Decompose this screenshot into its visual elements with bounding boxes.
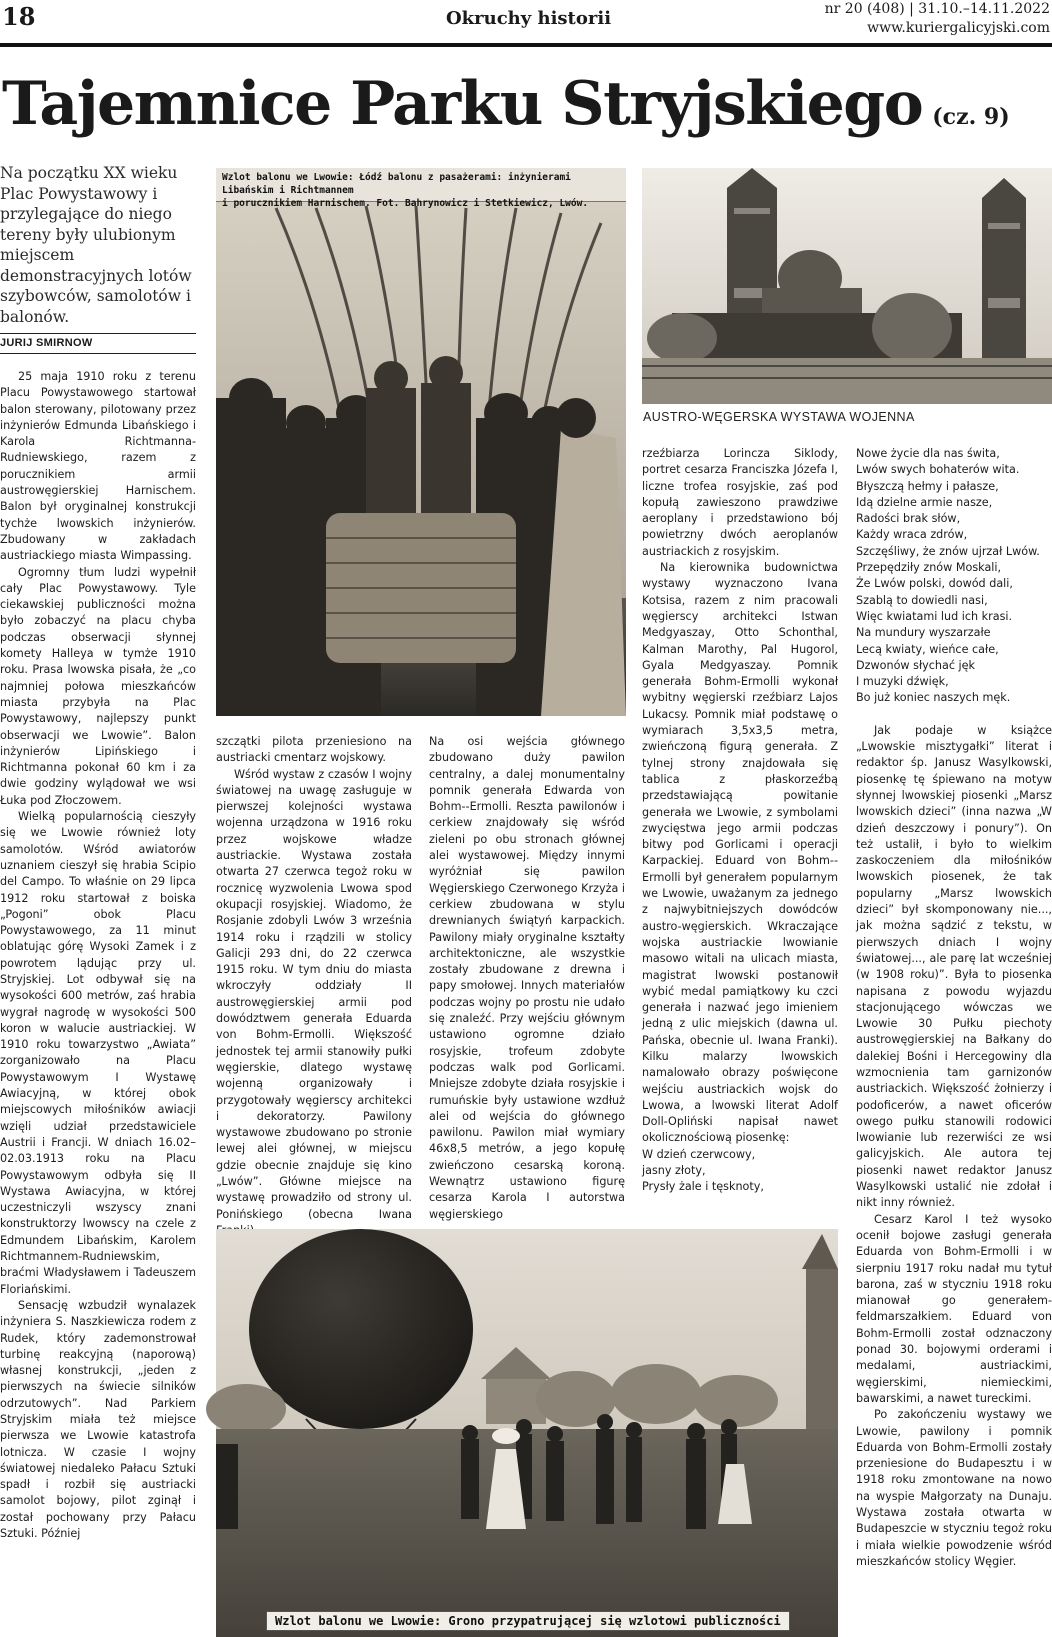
photo-caption-inset: [216, 168, 626, 209]
verse-line: Przepędziły znów Moskali,: [856, 561, 1002, 575]
text-column-2: [216, 734, 412, 1220]
page-header: [0, 0, 1052, 48]
verse-spacer: [856, 707, 1052, 723]
issue-number: nr 20 (408) | 31.10.–14.11.2022: [824, 1, 1050, 17]
header-rule: [0, 43, 1052, 47]
website-link[interactable]: www.kuriergalicyjski.com: [867, 20, 1050, 36]
paragraph: Na osi wejścia głównego zbudowano duży pawilon centralny, a dalej monumentalny pomnik generała Edwarda von Bohm--Ermolli. Reszta pawilonów i cerkiew znajdowały się wśród zieleni po obu stronach głównej alei wystawowej. Między innymi wyróżniał się pawilon Węgierskiego Czerwonego Krzyża i cerkiew zbudowana w stylu drewnianych świątyń karpackich. Pawilony miały oryginalne kształty architektoniczne, ale wszystkie zostały zbudowane z drewna i papy smołowej. Innych materiałów podczas wojny po prostu nie udało się znaleźć. Przy wejściu głównym ustawiono ogromne działo rosyjskie, trofeum zdobyte podczas walk pod Gorlicami. Mniejsze zdobyte działa rosyjskie i rumuńskie były ustawione wzdłuż alei od wejścia do głównego pawilonu. Pawilon miał wymiary 46x8,5 metrów, a jego kopułę zwieńczono cesarską koroną. Wewnątrz ustawiono figurę cesarza Karola I autorstwa węgierskiego: [429, 735, 625, 1221]
verse-line: Idą dzielne armie nasze,: [856, 495, 993, 509]
paragraph: Na kierownika budownictwa wystawy wyznaczono Ivana Kotsisa, razem z nim pracowali węgierscy architekci Istwan Medgyaszay, Otto Schonthal, Kalman Marothy, Pal Hugorol, Gyala Medgyaszay. Pomnik generała Bohm-Ermolli wykonał wybitny węgierski rzeźbiarz Lajos Lukacsy. Pomnik miał podstawę o wymiarach 3,5x3,5 metra, zwieńczoną figurą generała. Z tylnej strony znajdowała się tablica z płaskorzeźbą przedstawiającą powitanie generała we Lwowie, z symbolami zwycięstwa jego armii podczas bitwy pod Gorlicami i operacji Karpackiej. Eduard von Bohm--Ermolli był generałem popularnym we Lwowie, uważanym za jednego z najwybitniejszych dowódców austro-węgierskich. Wkraczające wojska austriackie lwowianie masowo witali na ulicach miasta, magistrat lwowski postanowił wybić medal pamiątkowy ku czci generała i nazwać jego imieniem jedną z ulic miejskich (dawna ul. Pańska, obecnie ul. Iwana Franki). Kilku malarzy lwowskich namalowało obrazy poświęcone wejściu austriackich wojsk do Lwowa, a lwowski literat Adolf Doll-Opliński napisał nawet okolicznościową piosenkę:: [642, 561, 838, 1145]
photo-balloon-crowd: [216, 1229, 838, 1637]
exhibition-image: [642, 168, 1052, 404]
paragraph: rzeźbiarza Lorincza Siklody, portret cesarza Franciszka Józefa I, liczne trofea rosyjskie, zaś pod kopułą zawieszono prawdziwe aeroplany i przedstawiono bój powietrzny dwóch aeroplanów austriackich z rosyjskim.: [642, 447, 838, 558]
page-number: 18: [2, 2, 36, 31]
paragraph: szczątki pilota przeniesiono na austriacki cmentarz wojskowy.: [216, 735, 412, 765]
verse-line: Lecą kwiaty, wieńce całe,: [856, 642, 999, 656]
exhibition-caption: AUSTRO-WĘGERSKA WYSTAWA WOJENNA: [643, 410, 915, 424]
text-column-3: [429, 734, 625, 1220]
verse-line: Błyszczą hełmy i pałasze,: [856, 479, 999, 493]
verse-line: Szczęśliwy, że znów ujrzał Lwów.: [856, 544, 1040, 558]
verse-line: Na mundury wyszarzałe: [856, 626, 991, 640]
article-title-text: Tajemnice Parku Stryjskiego: [2, 69, 923, 139]
balloon-crowd-image: [216, 1229, 838, 1637]
balloon-basket-image: [216, 168, 626, 716]
verse-line: Więc kwiatami lud ich krasi.: [856, 609, 1013, 623]
verse-line: Bo już koniec naszych męk.: [856, 691, 1011, 705]
verse-line: Lwów swych bohaterów wita.: [856, 463, 1020, 477]
article-lead: Na początku XX wieku Plac Powystawowy i przylegające do niego tereny były ulubionym miejscem demonstracyjnych lotów szybowców, samolotów i balonów.: [0, 164, 192, 326]
paragraph: 25 maja 1910 roku z terenu Placu Powystawowego startował balon sterowany, pilotowany przez inżynierów Edmunda Libańskiego i Karola Richtmanna-Rudniewskiego, razem z porucznikiem armii austrowęgierskiej Harnischem. Balon był oryginalnej konstrukcji tychże lwowskich inżynierów. Zbudowany w zakładach austriackiego miasta Wimpassing.: [0, 370, 196, 563]
paragraph: Po zakończeniu wystawy we Lwowie, pawilony i pomnik Eduarda von Bohm-Ermolli zostały przeniesione do Budapesztu i w 1918 roku zmontowane na nowo na wyspie Małgorzaty na Dunaju. Wystawa została otwarta w Budapeszcie w styczniu tegoż roku i miała wielkie powodzenie wśród mieszkańców stolicy Węgier.: [856, 1408, 1052, 1568]
photo-balloon-basket: [216, 168, 626, 716]
byline-divider: [0, 353, 196, 354]
paragraph: Wielką popularnością cieszyły się we Lwowie również loty samolotów. Wśród awiatorów uznaniem cieszył się hrabia Scipio del Campo. To właśnie on 29 lipca 1912 roku startował z boiska „Pogoni” obok Placu Powystawowego, za 11 minut oblatując górę Wysoki Zamek i z powrotem lądując przy ul. Stryjskiej. Lot odbywał się na wysokości 600 metrów, zaś hrabia wygrał nagrodę w wysokości 500 koron w walucie austriackiej. W 1910 roku towarzystwo „Awiata” zorganizowało na Placu Powystawowym I Wystawę Awiacyjną, w której obok miejscowych miłośników awiacji wzięli udział przedstawiciele Austrii i Francji. W dniach 16.02–02.03.1913 roku na Placu Powystawowym odbyła się II Wystawa Awiacyjna, w której uczestniczyli wszyscy znani konstruktorzy lwowscy na czele z Edmundem Libańskim, Karolem Richtmannem-Rudniewskim, braćmi Władysławem i Tadeuszem Floriańskimi.: [0, 810, 196, 1296]
paragraph: Cesarz Karol I też wysoko ocenił bojowe zasługi generała Eduarda von Bohm-Ermolli i w sierpniu 1917 roku nadał mu tytuł barona, zaś w styczniu 1918 roku mianował go generałem-feldmarszałkiem. Eduard von Bohm-Ermolli został odznaczony ponad 30. bojowymi orderami i medalami, austriackimi, węgierskimi, niemieckimi, bawarskimi, a nawet tureckimi.: [856, 1212, 1052, 1405]
photo-caption-inset: Wzlot balonu we Lwowie: Grono przypatrującej się wzlotowi publiczności: [266, 1611, 790, 1631]
issue-info: [825, 0, 1050, 38]
verse-line: Każdy wraca zdrów,: [856, 528, 968, 542]
verse-line: jasny złoty,: [642, 1164, 706, 1178]
paragraph: Jak podaje w książce „Lwowskie misztygałki” literat i redaktor śp. Janusz Wasylkowski, piosenkę tę śpiewano na motyw słynnej lwowskiej piosenki „Marsz lwowskich dzieci” (inna nazwa „W dzień deszczowy i ponury”). On też ustalił, i było to wielkim zaskoczeniem dla miłośników lwowskich piosenek, że tak popularny „Marsz lwowskich dzieci” był skomponowany nie..., jak można sądzić z tekstu, w pierwszych dniach I wojny światowej..., ale parę lat wcześniej (w 1908 roku)”. Była to piosenka napisana z powodu wyjazdu stacjonującego wówczas we Lwowie 30 Pułku piechoty austrowęgierskiej na Bałkany do dalekiej Bośni i Hercegowiny dla wzmocnienia tam garnizonów austriackich. Większość żołnierzy i podoficerów, a nawet oficerów owego pułku stanowili rodowici lwowianie lub rezerwiści ze wsi galicyjskich. Ale autora tej piosenki nawet redaktor Janusz Wasylkowski ustalić nie zdołał i nikt inny również.: [856, 723, 1052, 1210]
verse-line: W dzień czerwcowy,: [642, 1147, 756, 1161]
text-column-4: [642, 446, 838, 1222]
verse-line: Szablą to dowiedli nasi,: [856, 593, 988, 607]
paragraph: Ogromny tłum ludzi wypełnił cały Plac Powystawowy. Tyle ciekawskiej publiczności można było zobaczyć na placu chyba podczas obserwacji słynnej komety Halleya w tymże 1910 roku. Prasa lwowska pisała, że „co najmniej połowa mieszkańców miasta przybyła na Plac Powystawowy, najlepszy punkt obserwacji we Lwowie”. Balon inżynierów Lipińskiego i Richtmanna pokonał 60 km i za dwie godziny wylądował we wsi Łuka pod Złoczowem.: [0, 565, 196, 807]
paragraph: Sensację wzbudził wynalazek inżyniera S. Naszkiewicza rodem z Rudek, który zademonstrował turbinę reakcyjną (naporową) własnej konstrukcji, „jeden z pierwszych na świecie silników odrzutowych”. Nad Parkiem Stryjskim miała też miejsce pierwsza we Lwowie katastrofa lotnicza. W czasie I wojny światowej niedaleko Pałacu Sztuki spadł i rozbił się austriacki samolot bojowy, pilot zginął i został pochowany przy Pałacu Sztuki. Później: [0, 1298, 196, 1541]
photo-exhibition: [642, 168, 1052, 404]
text-column-5: [856, 446, 1052, 1637]
verse-line: Radości brak słów,: [856, 512, 961, 526]
verse-line: Nowe życie dla nas świta,: [856, 447, 1000, 460]
verse-line: Prysły żale i tęsknoty,: [642, 1180, 764, 1194]
article-part: (cz. 9): [932, 104, 1010, 130]
author-byline: JURIJ SMIRNOW: [0, 337, 93, 349]
paragraph: Wśród wystaw z czasów I wojny światowej na uwagę zasługuje w pierwszej kolejności wystawa wojenna urządzona w 1916 roku przez wojskowe władze austriackie. Wystawa została otwarta 27 czerwca tegoż roku w rocznicę wyzwolenia Lwowa spod okupacji rosyjskiej. Wiadomo, że Rosjanie zdobyli Lwów 3 września 1914 roku i rządzili w stolicy Galicji 293 dni, do 22 czerwca 1915 roku. W tym dniu do miasta wkroczyły oddziały II austrowęgierskiej armii pod dowództwem generała Eduarda von Bohm-Ermolli. Większość jednostek tej armii stanowiły pułki węgierskie, dlatego wystawę wojenną organizowały i przygotowały węgierscy architekci i dekoratorzy. Pawilony wystawowe zbudowano po stronie lewej alei głównej, w miejscu gdzie obecnie znajduje się kino „Lwów”. Główne miejsce na wystawę prowadziło od strony ul. Ponińskiego (obecna Iwana: [216, 767, 412, 1221]
section-title: Okruchy historii: [446, 8, 612, 29]
lead-divider: [0, 333, 196, 334]
text-column-1: [0, 369, 196, 1637]
photo-caption-line: i porucznikiem Harnischem. Fot. Bahrynowicz i Stetkiewicz, Lwów.: [222, 198, 589, 209]
verse-line: I muzyki dźwięk,: [856, 675, 949, 689]
verse-line: Dzwonów słychać jęk: [856, 658, 976, 672]
verse-line: Że Lwów polski, dowód dali,: [856, 577, 1013, 591]
photo-caption-line: Wzlot balonu we Lwowie: Łódź balonu z pasażerami: inżynierami Libańskim i Richtmannem: [222, 172, 571, 196]
article-title: [2, 62, 1010, 159]
